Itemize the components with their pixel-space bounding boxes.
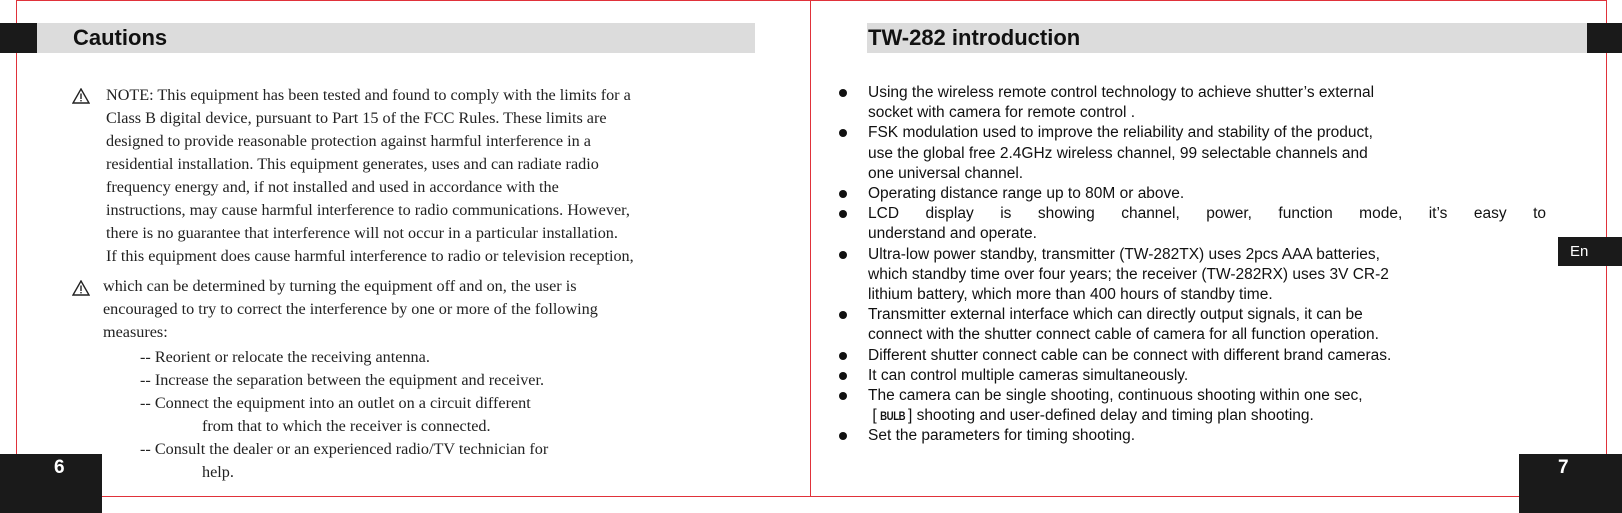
feature-line: Using the wireless remote control technology to achieve shutter’s external <box>868 84 1375 101</box>
bracket-open: [ <box>872 407 877 425</box>
note-line: residential installation. This equipment generates, uses and can radiate radio <box>106 155 599 173</box>
feature-line: connect with the shutter connect cable of camera for all function operation. <box>868 326 1379 344</box>
feature-line: use the global free 2.4GHz wireless channel, 99 selectable channels and <box>868 144 1368 162</box>
feature-line: lithium battery, which more than 400 hours of standby time. <box>868 286 1273 304</box>
bulb-line-text: ] shooting and user-defined delay and timing plan shooting. <box>907 407 1314 425</box>
feature-line: Set the parameters for timing shooting. <box>868 427 1136 445</box>
note-line: frequency energy and, if not installed and used in accordance with the <box>106 178 559 196</box>
bullet-icon <box>839 251 847 259</box>
left-header-tab <box>0 23 37 53</box>
language-tab: En <box>1558 237 1622 266</box>
note-line: Class B digital device, pursuant to Part 15 of the FCC Rules. These limits are <box>106 109 607 127</box>
measure-item: -- Connect the equipment into an outlet on a circuit different <box>140 394 531 412</box>
measure-item: -- Reorient or relocate the receiving antenna. <box>140 348 430 366</box>
note-line: instructions, may cause harmful interference to radio communications. However, <box>106 201 630 219</box>
feature-item <box>868 245 1548 306</box>
measure-item: -- Increase the separation between the equipment and receiver. <box>140 371 545 389</box>
bulb-line <box>868 406 1548 426</box>
page-number-left: 6 <box>54 457 65 478</box>
warning-triangle-icon <box>72 88 90 104</box>
measures-list <box>140 346 548 484</box>
feature-line: socket with camera for remote control . <box>868 104 1136 122</box>
paragraph-line: which can be determined by turning the equipment off and on, the user is <box>103 277 577 295</box>
measure-item-continuation: help. <box>202 463 234 481</box>
note-line: there is no guarantee that interference will not occur in a particular installation. <box>106 224 618 242</box>
measure-item-continuation: from that to which the receiver is connected. <box>202 417 491 435</box>
feature-line: one universal channel. <box>868 164 1024 182</box>
feature-item <box>868 366 1548 386</box>
feature-list <box>868 83 1548 447</box>
feature-item <box>868 204 1548 244</box>
right-header-tab <box>1587 23 1622 53</box>
feature-line: The camera can be single shooting, continuous shooting within one sec, <box>868 387 1363 405</box>
note-line: NOTE: This equipment has been tested and found to comply with the limits for a <box>106 86 631 104</box>
feature-line: which standby time over four years; the receiver (TW-282RX) uses 3V CR-2 <box>868 265 1389 283</box>
center-divider <box>810 0 811 497</box>
feature-line: Different shutter connect cable can be connect with different brand cameras. <box>868 346 1392 364</box>
note-line: If this equipment does cause harmful interference to radio or television reception, <box>106 247 634 265</box>
paragraph-line: encouraged to try to correct the interference by one or more of the following <box>103 300 598 318</box>
bullet-icon <box>839 392 847 400</box>
feature-item <box>868 346 1548 366</box>
page-title-cautions: Cautions <box>73 25 168 50</box>
page-number-right: 7 <box>1558 457 1569 478</box>
bulb-mode-icon: BULB <box>879 409 905 424</box>
bullet-icon <box>839 352 847 360</box>
feature-line: Operating distance range up to 80M or above. <box>868 185 1185 203</box>
note-line: designed to provide reasonable protection against harmful interference in a <box>106 132 591 150</box>
feature-line: It can control multiple cameras simultaneously. <box>868 366 1189 384</box>
feature-line: LCD display is showing channel, power, function mode, it’s easy to <box>868 205 1546 223</box>
feature-item <box>868 83 1548 123</box>
interference-paragraph <box>103 275 743 344</box>
left-page-number-tab <box>0 454 102 513</box>
feature-line: Transmitter external interface which can directly output signals, it can be <box>868 306 1363 324</box>
page-title-introduction: TW-282 introduction <box>868 25 1081 50</box>
feature-line: understand and operate. <box>868 225 1037 243</box>
feature-item <box>868 123 1548 184</box>
measure-item: -- Consult the dealer or an experienced radio/TV technician for <box>140 440 549 458</box>
bullet-icon <box>839 190 847 198</box>
paragraph-line: measures: <box>103 323 168 341</box>
feature-line: FSK modulation used to improve the reliability and stability of the product, <box>868 124 1373 142</box>
feature-item <box>868 184 1548 204</box>
bullet-icon <box>839 372 847 380</box>
feature-line: Ultra-low power standby, transmitter (TW-282TX) uses 2pcs AAA batteries, <box>868 245 1380 263</box>
bullet-icon <box>839 89 847 97</box>
feature-item <box>868 305 1548 345</box>
feature-item <box>868 426 1548 446</box>
fcc-note-paragraph <box>106 84 746 268</box>
warning-triangle-icon <box>72 280 90 296</box>
feature-item <box>868 386 1548 426</box>
right-page-number-tab <box>1519 454 1622 513</box>
